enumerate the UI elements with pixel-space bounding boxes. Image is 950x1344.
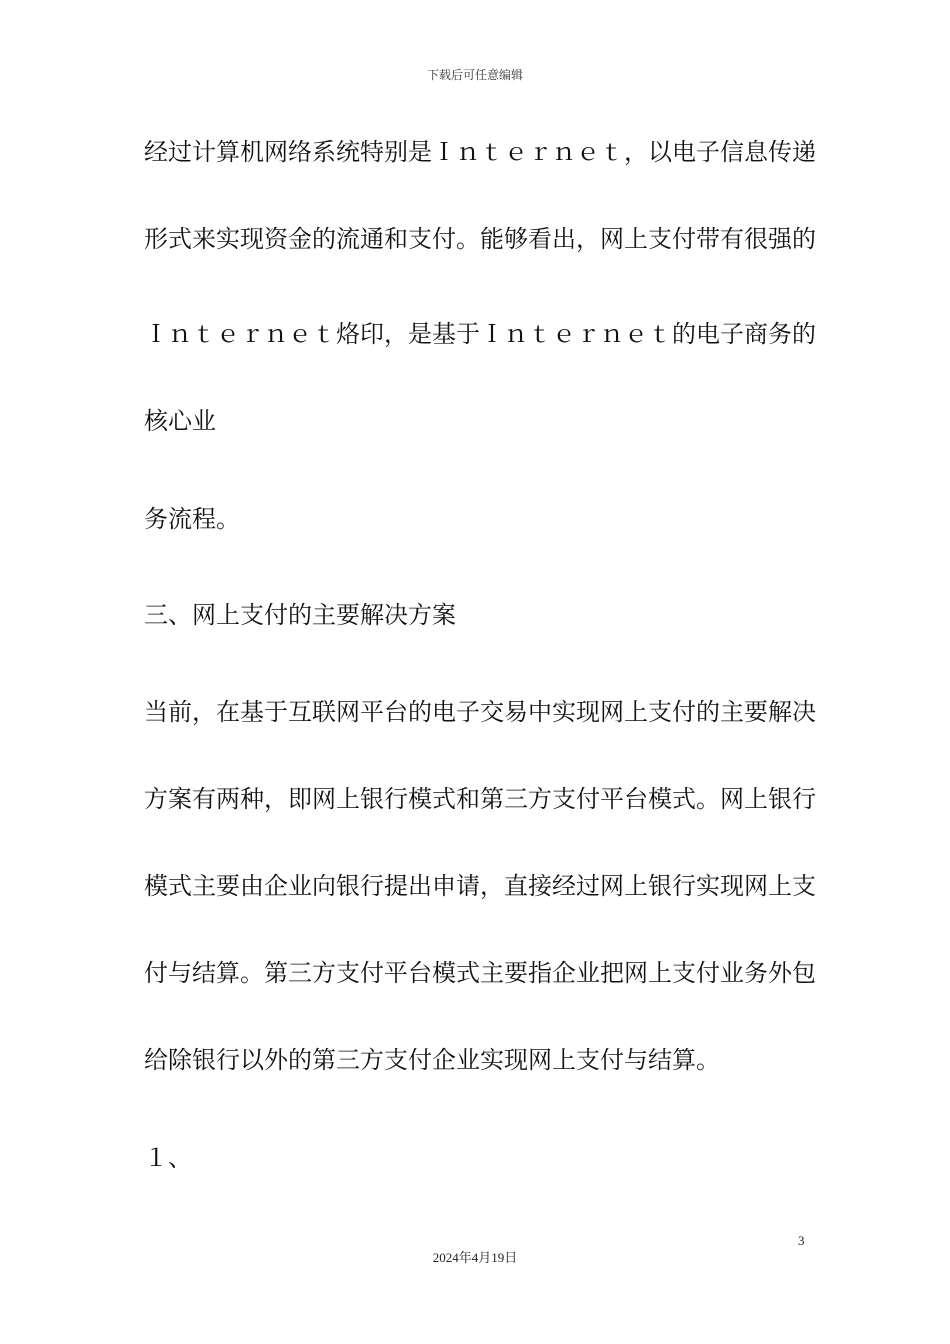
body-line-2: 形式来实现资金的流通和支付。能够看出，网上支付带有很强的: [144, 225, 816, 253]
footer-date: 2024年4月19日: [432, 1250, 518, 1265]
header-note: 下载后可任意编辑: [426, 68, 523, 82]
body-line-5: 务流程。: [144, 505, 240, 533]
body-line-8: 模式主要由企业向银行提出申请，直接经过网上银行实现网上支: [144, 872, 816, 900]
list-number: １、: [144, 1144, 192, 1172]
page-number: 3: [798, 1233, 805, 1248]
section-heading: 三、网上支付的主要解决方案: [144, 601, 456, 629]
body-line-4: 核心业: [144, 407, 216, 435]
body-line-9: 付与结算。第三方支付平台模式主要指企业把网上支付业务外包: [144, 959, 816, 987]
body-line-7: 方案有两种，即网上银行模式和第三方支付平台模式。网上银行: [144, 785, 816, 813]
body-line-6: 当前，在基于互联网平台的电子交易中实现网上支付的主要解决: [144, 698, 816, 726]
body-line-10: 给除银行以外的第三方支付企业实现网上支付与结算。: [144, 1046, 720, 1074]
body-line-1: 经过计算机网络系统特别是Ｉｎｔｅｒｎｅｔ，以电子信息传递: [144, 138, 816, 166]
body-line-3: Ｉｎｔｅｒｎｅｔ烙印，是基于Ｉｎｔｅｒｎｅｔ的电子商务的: [144, 320, 816, 348]
